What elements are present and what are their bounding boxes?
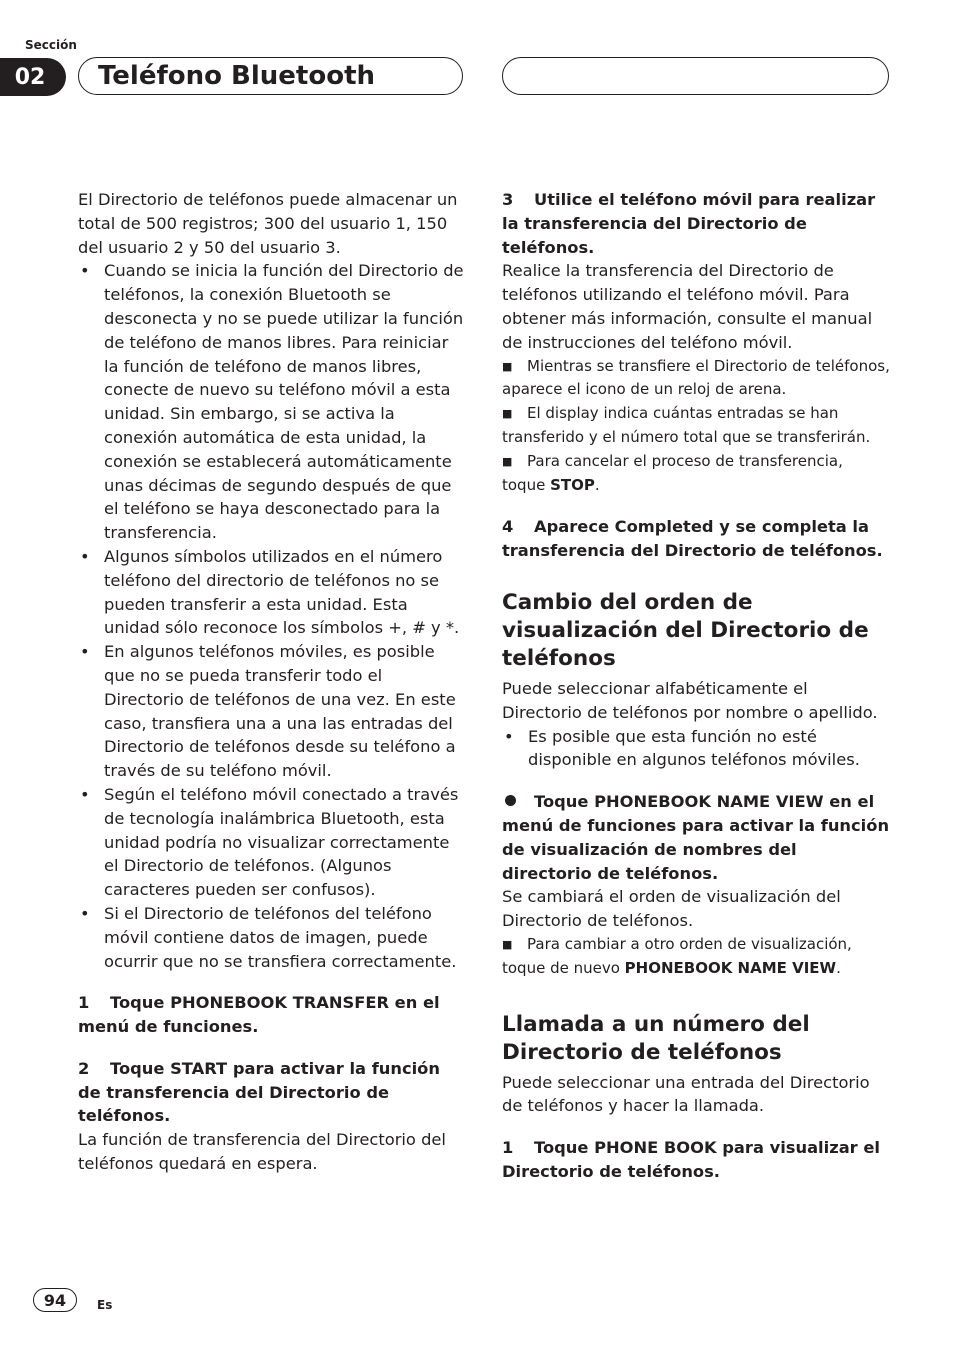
note-item: ■ El display indica cuántas entradas se han transferido y el número total que se transferirán. — [502, 404, 871, 446]
bullet-icon: • — [80, 642, 90, 662]
bullet-icon: • — [504, 726, 514, 746]
bullet-icon: • — [80, 784, 90, 804]
list-item: • En algunos teléfonos móviles, es posible que no se pueda transferir todo el Directorio de teléfonos de una vez. En este caso, transfiera una a una las entradas del Directorio de teléfonos desde su teléfono a través de su teléfono móvil. — [80, 642, 456, 781]
note-item: ■ Para cancelar el proceso de transferencia, toque STOP. — [502, 451, 843, 494]
intro-paragraph: El Directorio de teléfonos puede almacenar un total de 500 registros; 300 del usuario 1, 150 del usuario 2 y 50 del usuario 3. — [78, 190, 458, 257]
filled-circle-icon — [505, 795, 516, 806]
page-number: 94 — [33, 1288, 77, 1312]
list-item: • Algunos símbolos utilizados en el número teléfono del directorio de teléfonos no se pueden transferir a esta unidad. Esta unidad sólo reconoce los símbolos +, # y *. — [80, 546, 460, 638]
bullet-icon: • — [80, 261, 90, 281]
section-label: Sección — [25, 38, 77, 52]
step-name-view: Toque PHONEBOOK NAME VIEW en el menú de funciones para activar la función de visualización de nombres del directorio de teléfonos. — [502, 792, 890, 883]
section-number-tab: 02 — [0, 58, 66, 96]
section-heading-call-number: Llamada a un número del Directorio de teléfonos — [502, 1011, 810, 1065]
note-item: ■ Mientras se transfiere el Directorio de teléfonos, aparece el icono de un reloj de arena. — [502, 356, 890, 399]
list-item: • Cuando se inicia la función del Directorio de teléfonos, la conexión Bluetooth se desconecta y no se puede utilizar la función de teléfono de manos libres. Para reiniciar la función de teléfono de manos libres, conecte de nuevo su teléfono móvil a esta unidad. Sin embargo, si se activa la conexión automática de esta unidad, la conexión se establecerá automáticamente unas décimas de segundo después de que el teléfono se haya desconectado para la transferencia. — [80, 261, 464, 543]
step-2-body: La función de transferencia del Directorio del teléfonos quedará en espera. — [78, 1130, 446, 1174]
left-column — [78, 188, 466, 1176]
section-1-body: Puede seleccionar alfabéticamente el Directorio de teléfonos por nombre o apellido. — [502, 678, 878, 722]
empty-header-frame — [502, 57, 889, 95]
list-item: • Si el Directorio de teléfonos del teléfono móvil contiene datos de imagen, puede ocurrir que no se transfiera correctamente. — [80, 903, 457, 971]
step-2-start: 2 Toque START para activar la función de transferencia del Directorio de teléfonos. — [78, 1058, 440, 1126]
section-2-body: Puede seleccionar una entrada del Directorio de teléfonos y hacer la llamada. — [502, 1072, 870, 1116]
note-item: ■ Para cambiar a otro orden de visualización, toque de nuevo PHONEBOOK NAME VIEW. — [502, 934, 852, 977]
square-bullet-icon: ■ — [502, 359, 513, 373]
bullet-icon: • — [80, 546, 90, 566]
step-1-phone-book: 1 Toque PHONE BOOK para visualizar el Directorio de teléfonos. — [502, 1138, 881, 1181]
name-view-body: Se cambiará el orden de visualización del Directorio de teléfonos. — [502, 887, 841, 931]
page-title: Teléfono Bluetooth — [98, 61, 376, 91]
square-bullet-icon: ■ — [502, 407, 513, 421]
step-1-transfer: 1 Toque PHONEBOOK TRANSFER en el menú de funciones. — [78, 993, 440, 1037]
list-item: • Según el teléfono móvil conectado a través de tecnología inalámbrica Bluetooth, esta unidad podría no visualizar correctamente el Directorio de teléfonos. (Algunos caracteres pueden ser confusos). — [80, 784, 459, 900]
section-heading-display-order: Cambio del orden de visualización del Directorio de teléfonos — [502, 589, 869, 671]
step-3-body: Realice la transferencia del Directorio de teléfonos utilizando el teléfono móvil. Para obtener más información, consulte el manual de instrucciones del teléfono móvil. — [502, 261, 873, 352]
step-4-completed: 4 Aparece Completed y se completa la transferencia del Directorio de teléfonos. — [502, 517, 883, 561]
square-bullet-icon: ■ — [502, 454, 513, 468]
right-column — [502, 188, 890, 1184]
language-label: Es — [97, 1298, 113, 1312]
square-bullet-icon: ■ — [502, 937, 513, 951]
bullet-icon: • — [80, 903, 90, 923]
step-3-transfer: 3 Utilice el teléfono móvil para realizar la transferencia del Directorio de teléfonos. — [502, 190, 876, 257]
list-item: • Es posible que esta función no esté disponible en algunos teléfonos móviles. — [504, 726, 860, 770]
